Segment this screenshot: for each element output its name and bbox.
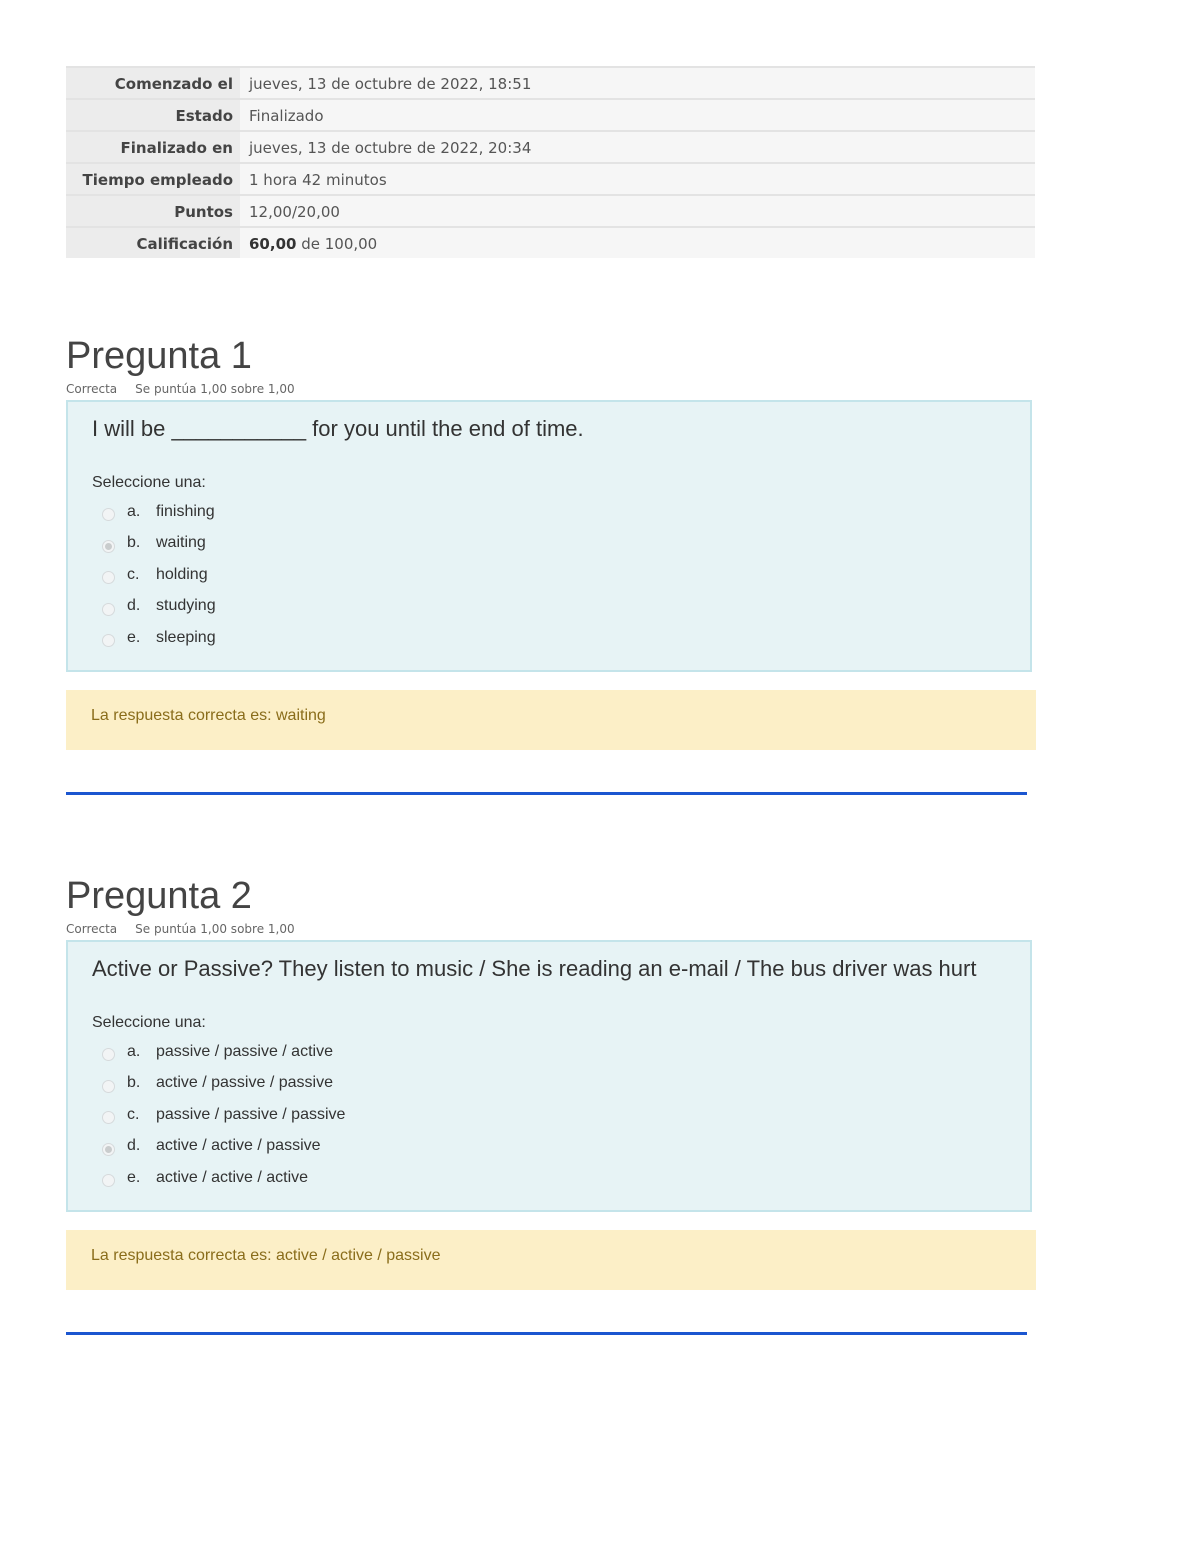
answer-letter: d. bbox=[127, 1137, 141, 1155]
grade-score: 60,00 bbox=[249, 235, 297, 253]
radio-button[interactable] bbox=[102, 571, 115, 584]
answer-prompt: Seleccione una: bbox=[92, 1014, 206, 1031]
summary-label-finished: Finalizado en bbox=[66, 131, 240, 163]
answer-text: active / active / passive bbox=[156, 1137, 321, 1155]
grade-max: de 100,00 bbox=[296, 235, 378, 253]
answer-text: active / passive / passive bbox=[156, 1074, 333, 1092]
question-state: Correcta bbox=[66, 382, 118, 396]
radio-button[interactable] bbox=[102, 1048, 115, 1061]
summary-value-finished: jueves, 13 de octubre de 2022, 20:34 bbox=[240, 131, 1035, 163]
summary-row-state bbox=[66, 99, 1035, 131]
answer-letter: d. bbox=[127, 597, 141, 615]
answer-letter: e. bbox=[127, 628, 141, 646]
summary-label-time-taken: Tiempo empleado bbox=[66, 163, 240, 195]
answer-text: sleeping bbox=[156, 628, 216, 646]
answer-option-c[interactable] bbox=[102, 559, 1006, 591]
answer-list bbox=[102, 496, 1006, 654]
question-text: I will be ___________ for you until the end of time. bbox=[92, 416, 584, 441]
correct-answer-feedback: La respuesta correcta es: active / active / passive bbox=[66, 1230, 1036, 1290]
summary-row-grade bbox=[66, 227, 1035, 258]
question-info bbox=[66, 382, 1036, 398]
question-content bbox=[66, 940, 1032, 1212]
question-2 bbox=[66, 874, 1036, 1335]
answer-text: holding bbox=[156, 565, 208, 583]
radio-button[interactable] bbox=[102, 1174, 115, 1187]
answer-option-a[interactable] bbox=[102, 1036, 1006, 1068]
radio-button[interactable] bbox=[102, 508, 115, 521]
answer-text: passive / passive / active bbox=[156, 1042, 333, 1060]
summary-row-time-taken bbox=[66, 163, 1035, 195]
attempt-summary-table bbox=[66, 66, 1035, 258]
question-1 bbox=[66, 334, 1036, 795]
answer-prompt: Seleccione una: bbox=[92, 474, 206, 491]
question-info bbox=[66, 922, 1036, 938]
answer-option-b[interactable] bbox=[102, 1068, 1006, 1100]
question-divider bbox=[66, 1332, 1027, 1335]
answer-option-d[interactable] bbox=[102, 591, 1006, 623]
answer-letter: e. bbox=[127, 1168, 141, 1186]
answer-option-d[interactable] bbox=[102, 1131, 1006, 1163]
answer-option-b[interactable] bbox=[102, 528, 1006, 560]
radio-button-selected[interactable] bbox=[102, 540, 115, 553]
answer-letter: c. bbox=[127, 1105, 140, 1123]
question-text: Active or Passive? They listen to music / She is reading an e-mail / The bus driver was hurt bbox=[92, 956, 977, 981]
summary-value-grade bbox=[240, 227, 1035, 258]
radio-button[interactable] bbox=[102, 1080, 115, 1093]
answer-option-e[interactable] bbox=[102, 622, 1006, 654]
answer-letter: a. bbox=[127, 1042, 141, 1060]
summary-value-started: jueves, 13 de octubre de 2022, 18:51 bbox=[240, 67, 1035, 99]
question-content bbox=[66, 400, 1032, 672]
summary-row-finished bbox=[66, 131, 1035, 163]
question-title: Pregunta 2 bbox=[66, 875, 252, 917]
question-title: Pregunta 1 bbox=[66, 335, 252, 377]
answer-text: finishing bbox=[156, 502, 215, 520]
radio-button[interactable] bbox=[102, 1111, 115, 1124]
answer-letter: a. bbox=[127, 502, 141, 520]
summary-label-started: Comenzado el bbox=[66, 67, 240, 99]
radio-button-selected[interactable] bbox=[102, 1143, 115, 1156]
answer-option-a[interactable] bbox=[102, 496, 1006, 528]
question-grade: Se puntúa 1,00 sobre 1,00 bbox=[135, 922, 295, 936]
answer-text: studying bbox=[156, 597, 216, 615]
answer-text: active / active / active bbox=[156, 1168, 309, 1186]
answer-text: passive / passive / passive bbox=[156, 1105, 346, 1123]
answer-letter: c. bbox=[127, 565, 140, 583]
summary-label-grade: Calificación bbox=[66, 227, 240, 258]
radio-button[interactable] bbox=[102, 603, 115, 616]
question-grade: Se puntúa 1,00 sobre 1,00 bbox=[135, 382, 295, 396]
question-state: Correcta bbox=[66, 922, 118, 936]
summary-value-points: 12,00/20,00 bbox=[240, 195, 1035, 227]
summary-label-points: Puntos bbox=[66, 195, 240, 227]
summary-row-started bbox=[66, 67, 1035, 99]
answer-letter: b. bbox=[127, 1074, 141, 1092]
correct-answer-feedback: La respuesta correcta es: waiting bbox=[66, 690, 1036, 750]
answer-option-c[interactable] bbox=[102, 1099, 1006, 1131]
summary-value-state: Finalizado bbox=[240, 99, 1035, 131]
radio-button[interactable] bbox=[102, 634, 115, 647]
summary-label-state: Estado bbox=[66, 99, 240, 131]
summary-row-points bbox=[66, 195, 1035, 227]
answer-option-e[interactable] bbox=[102, 1162, 1006, 1194]
answer-letter: b. bbox=[127, 534, 141, 552]
answer-text: waiting bbox=[156, 534, 206, 552]
answer-list bbox=[102, 1036, 1006, 1194]
summary-value-time-taken: 1 hora 42 minutos bbox=[240, 163, 1035, 195]
question-divider bbox=[66, 792, 1027, 795]
